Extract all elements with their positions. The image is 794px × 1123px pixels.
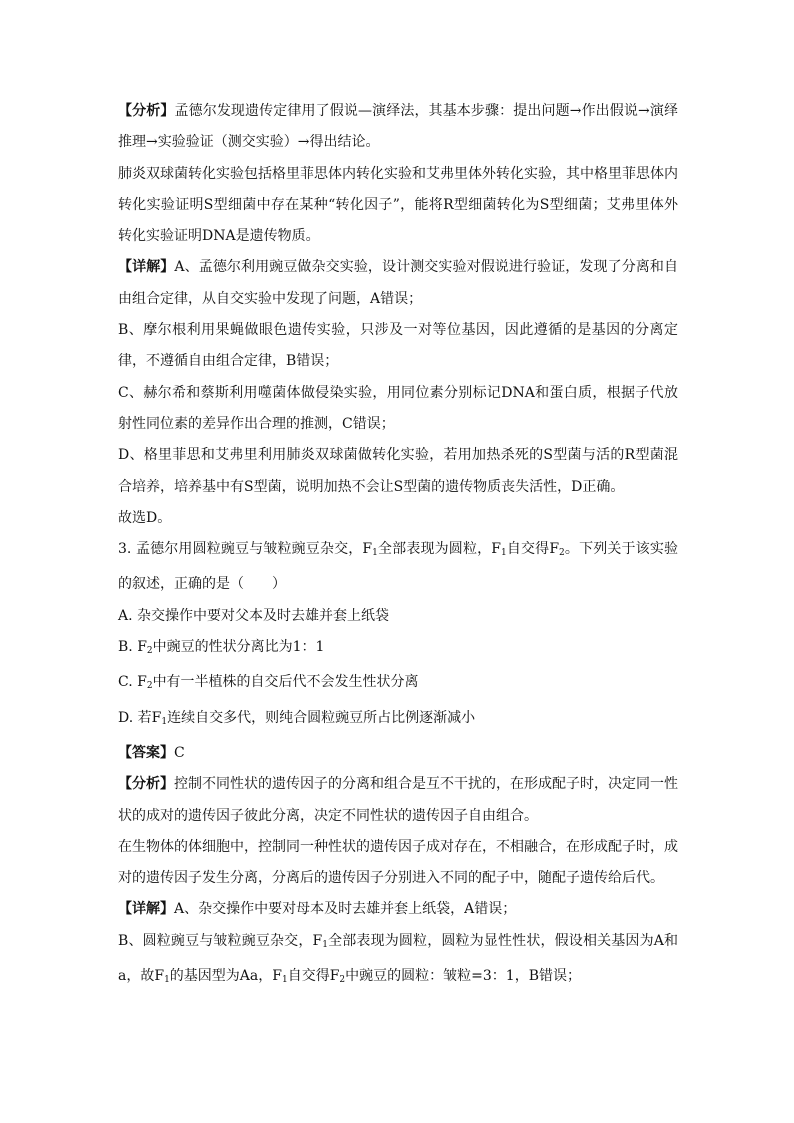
stem-text: 全部表现为圆粒，F — [377, 541, 501, 558]
question-3-option-b — [118, 632, 678, 667]
detail-option-d: D、格里菲思和艾弗里利用肺炎双球菌做转化实验，若用加热杀死的S型菌与活的R型菌混合培养，培养基中有S型菌，说明加热不会让S型菌的遗传物质丧失活性，D正确。 — [118, 447, 678, 495]
stem-text: 3. 孟德尔用圆粒豌豆与皱粒豌豆杂交，F — [118, 541, 373, 558]
question-3-option-a: A. 杂交操作中要对父本及时去雄并套上纸袋 — [118, 607, 390, 624]
analysis-3-paragraph-2: 在生物体的体细胞中，控制同一种性状的遗传因子成对存在，不相融合，在形成配子时，成对的遗传因子发生分离，分离后的遗传因子分别进入不同的配子中，随配子遗传给后代。 — [118, 838, 678, 887]
detail-option-a: A、孟德尔利用豌豆做杂交实验，设计测交实验对假说进行验证，发现了分离和自由组合定律，从自交实验中发现了问题，A错误； — [118, 259, 679, 307]
detail-option-c: C、赫尔希和蔡斯利用噬菌体做侵染实验，用同位素分别标记DNA和蛋白质，根据子代放射性同位素的差异作出合理的推测，C错误； — [118, 384, 678, 432]
question-3-option-d — [118, 703, 678, 738]
analysis-paragraph-1 — [118, 96, 678, 159]
detail-text: 的基因型为Aa，F — [169, 968, 282, 985]
subscript: 1 — [164, 975, 170, 986]
detail-3-option-a — [118, 894, 678, 925]
detail-text: 自交得F — [287, 968, 340, 985]
detail-conclusion: 故选D。 — [118, 509, 172, 526]
detail-option-b: B、摩尔根利用果蝇做眼色遗传实验，只涉及一对等位基因，因此遵循的是基因的分离定律，不遵循自由组合定律，B错误； — [118, 322, 678, 370]
subscript: 2 — [339, 975, 346, 986]
analysis-text: 控制不同性状的遗传因子的分离和组合是互不干扰的，在形成配子时，决定同一性状的成对的遗传因子彼此分离，决定不同性状的遗传因子自由组合。 — [118, 776, 678, 824]
subscript: 2 — [559, 548, 565, 559]
detail-text: 全部表现为圆粒，圆粒为显性性状，假设相关基因为A和a，故F — [118, 932, 678, 985]
subscript: 1 — [500, 548, 507, 559]
detail-text: 中豌豆的圆粒：皱粒=3：1，B错误； — [345, 968, 581, 985]
subscript: 2 — [146, 646, 153, 657]
subscript: 1 — [281, 975, 288, 986]
detail-3-option-b — [118, 926, 678, 997]
detail-label: 【详解】 — [118, 901, 174, 918]
analysis-label: 【分析】 — [118, 103, 175, 119]
answer-paragraph — [118, 738, 678, 769]
analysis-text: 孟德尔发现遗传定律用了假说—演绎法，其基本步骤：提出问题→作出假说→演绎推理→实验验证（测交实验）→得出结论。 — [118, 103, 678, 151]
question-3-option-c — [118, 667, 678, 702]
detail-label: 【详解】 — [118, 259, 175, 276]
detail-text: A、杂交操作中要对母本及时去雄并套上纸袋，A错误； — [174, 901, 517, 918]
question-3-stem — [118, 534, 678, 601]
answer-value: C — [174, 744, 185, 761]
document-page — [118, 96, 678, 996]
subscript: 1 — [161, 716, 168, 727]
subscript: 2 — [146, 681, 153, 692]
option-text: 中豌豆的性状分离比为1：1 — [152, 639, 325, 656]
option-text: C. F — [118, 674, 147, 691]
stem-text: 。下列关于该实验的叙述，正确的是（ ） — [118, 541, 678, 593]
option-text: 中有一半植株的自交后代不会发生性状分离 — [152, 674, 419, 691]
analysis-paragraph-2: 肺炎双球菌转化实验包括格里菲思体内转化实验和艾弗里体外转化实验，其中格里菲思体内转化实验证明S型细菌中存在某种“转化因子”，能将R型细菌转化为S型细菌；艾弗里体外转化实验证明DNA是遗传物质。 — [118, 165, 678, 245]
subscript: 1 — [322, 939, 328, 950]
stem-text: 自交得F — [506, 541, 560, 558]
analysis-3-paragraph-1 — [118, 769, 678, 832]
option-text: D. 若F — [118, 709, 162, 726]
detail-text: B、圆粒豌豆与皱粒豌豆杂交，F — [118, 932, 323, 949]
option-text: 连续自交多代，则纯合圆粒豌豆所占比例逐渐减小 — [167, 709, 476, 726]
answer-label: 【答案】 — [118, 744, 174, 761]
option-text: B. F — [118, 639, 147, 656]
analysis-label: 【分析】 — [118, 776, 174, 793]
subscript: 1 — [372, 548, 378, 559]
detail-paragraph-a — [118, 252, 678, 315]
